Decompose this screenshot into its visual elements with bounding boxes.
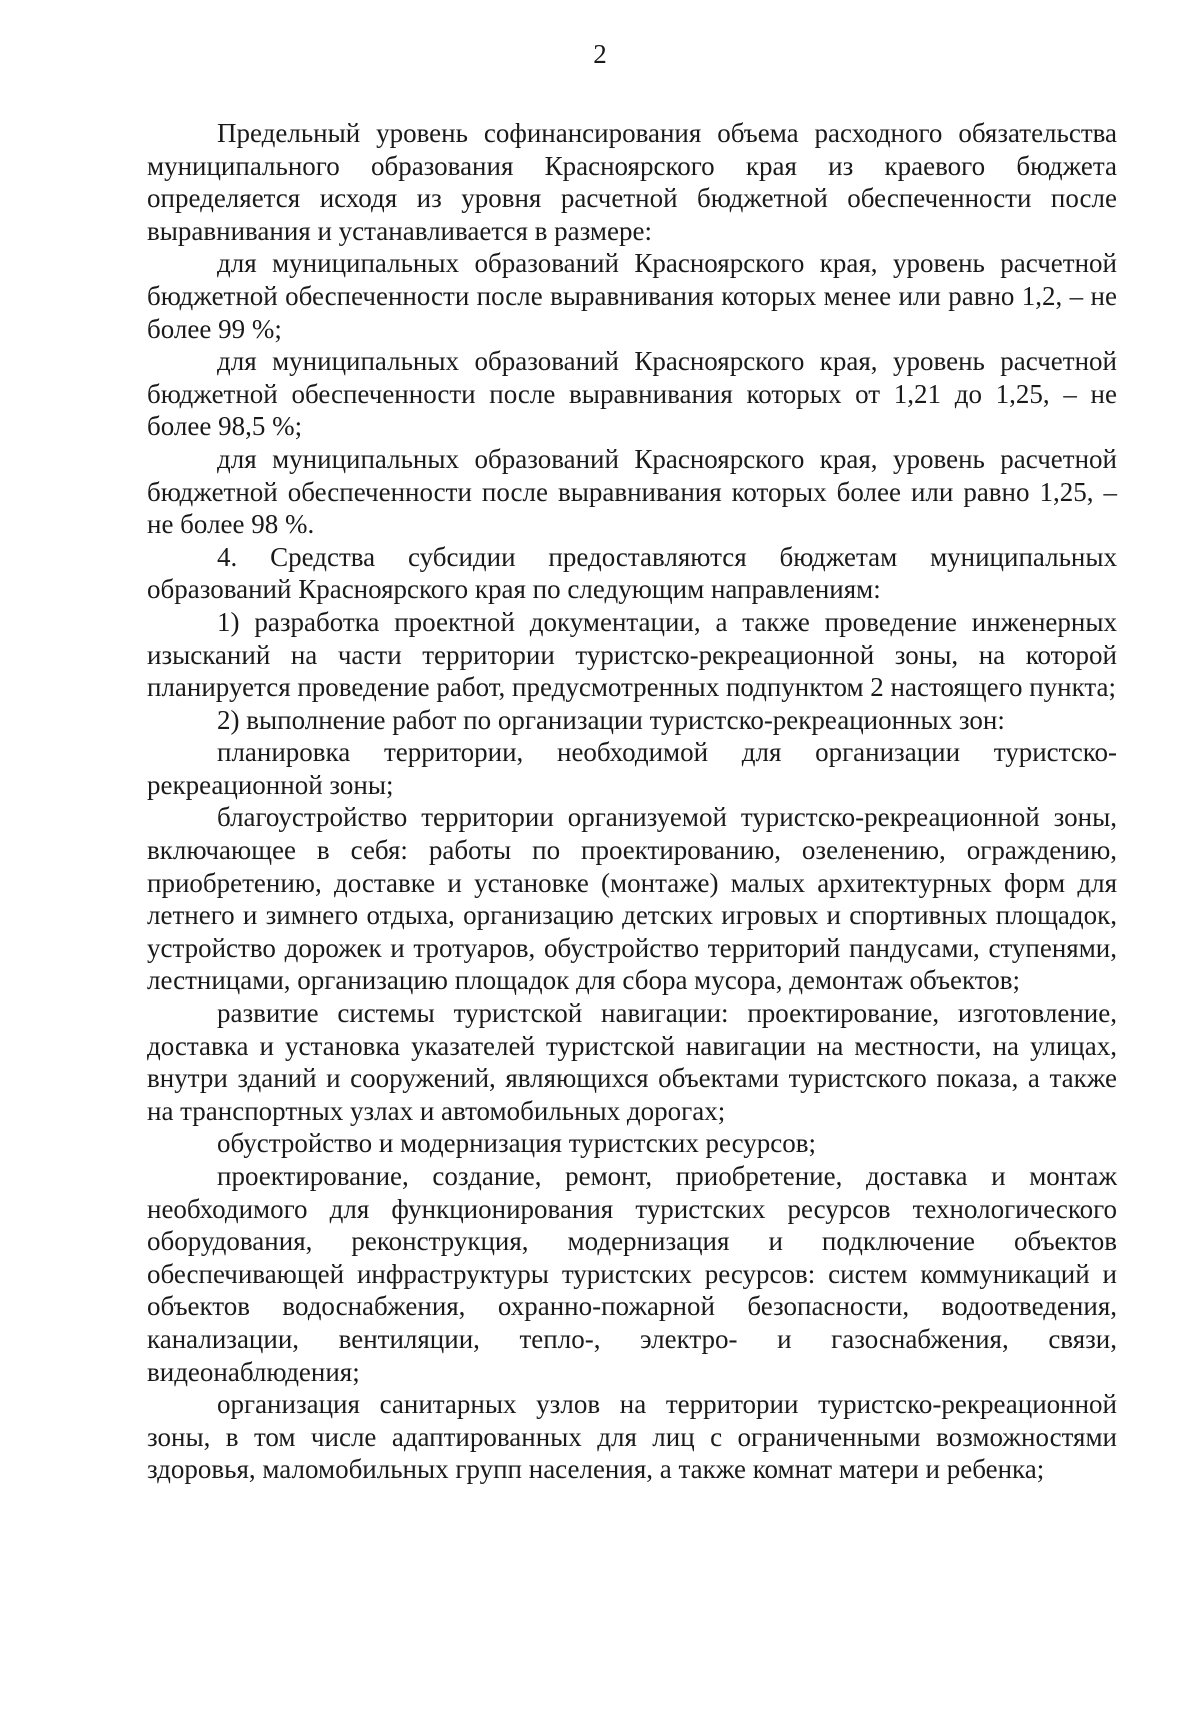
paragraph-territory-planning: планировка территории, необходимой для организации туристско-рекреационной зоны;: [147, 737, 1117, 800]
paragraph-tier-1-21-1-25: для муниципальных образований Красноярского края, уровень расчетной бюджетной обеспеченности после выравнивания которых от 1,21 до 1,25, – не более 98,5 %;: [147, 346, 1117, 442]
paragraph-subitem-2: 2) выполнение работ по организации туристско-рекреационных зон:: [217, 704, 1005, 735]
paragraph-tier-1-2: для муниципальных образований Красноярского края, уровень расчетной бюджетной обеспеченности после выравнивания которых менее или равно 1,2, – не более 99 %;: [147, 248, 1117, 344]
paragraph-subitem-1: 1) разработка проектной документации, а также проведение инженерных изысканий на части территории туристско-рекреационной зоны, на которой планируется проведение работ, предусмотренных подпунктом 2 настоящего пункта;: [147, 606, 1117, 703]
paragraph-sanitary-facilities: организация санитарных узлов на территории туристско-рекреационной зоны, в том числе адаптированных для лиц с ограниченными возможностями здоровья, маломобильных групп населения, а также комнат матери и ребенка;: [147, 1389, 1117, 1485]
paragraph-navigation: развитие системы туристской навигации: проектирование, изготовление, доставка и установка указателей туристской навигации на местности, на улицах, внутри зданий и сооружений, являющихся объектами туристского показа, а также на транспортных узлах и автомобильных дорогах;: [147, 998, 1117, 1126]
paragraph-tier-1-25-plus: для муниципальных образований Красноярского края, уровень расчетной бюджетной обеспеченности после выравнивания которых более или равно 1,25, – не более 98 %.: [147, 443, 1117, 540]
paragraph-landscaping: благоустройство территории организуемой туристско-рекреационной зоны, включающее в себя: работы по проектированию, озеленению, ограждению, приобретению, доставке и установке (монтаже) малых архитектурных форм для летнего и зимнего отдыха, организацию детских игровых и спортивных площадок, устройство дорожек и тротуаров, обустройство территорий пандусами, ступенями, лестницами, организацию площадок для сбора мусора, демонтаж объектов;: [147, 802, 1117, 996]
page-number: 2: [593, 39, 607, 69]
paragraph-item-4: 4. Средства субсидии предоставляются бюджетам муниципальных образований Красноярского края по следующим направлениям:: [147, 541, 1117, 605]
document-body: [147, 117, 1117, 1486]
paragraph-cofinancing-level: Предельный уровень софинансирования объема расходного обязательства муниципального образования Красноярского края из краевого бюджета определяется исходя из уровня расчетной бюджетной обеспеченности после выравнивания и устанавливается в размере:: [147, 118, 1117, 246]
paragraph-resources-modernization: обустройство и модернизация туристских ресурсов;: [217, 1128, 817, 1159]
paragraph-equipment-infrastructure: проектирование, создание, ремонт, приобретение, доставка и монтаж необходимого для функционирования туристских ресурсов технологического оборудования, реконструкция, модернизация и подключение объектов обеспечивающей инфраструктуры туристских ресурсов: систем коммуникаций и объектов водоснабжения, охранно-пожарной безопасности, водоотведения, канализации, вентиляции, тепло-, электро- и газоснабжения, связи, видеонаблюдения;: [147, 1161, 1117, 1387]
